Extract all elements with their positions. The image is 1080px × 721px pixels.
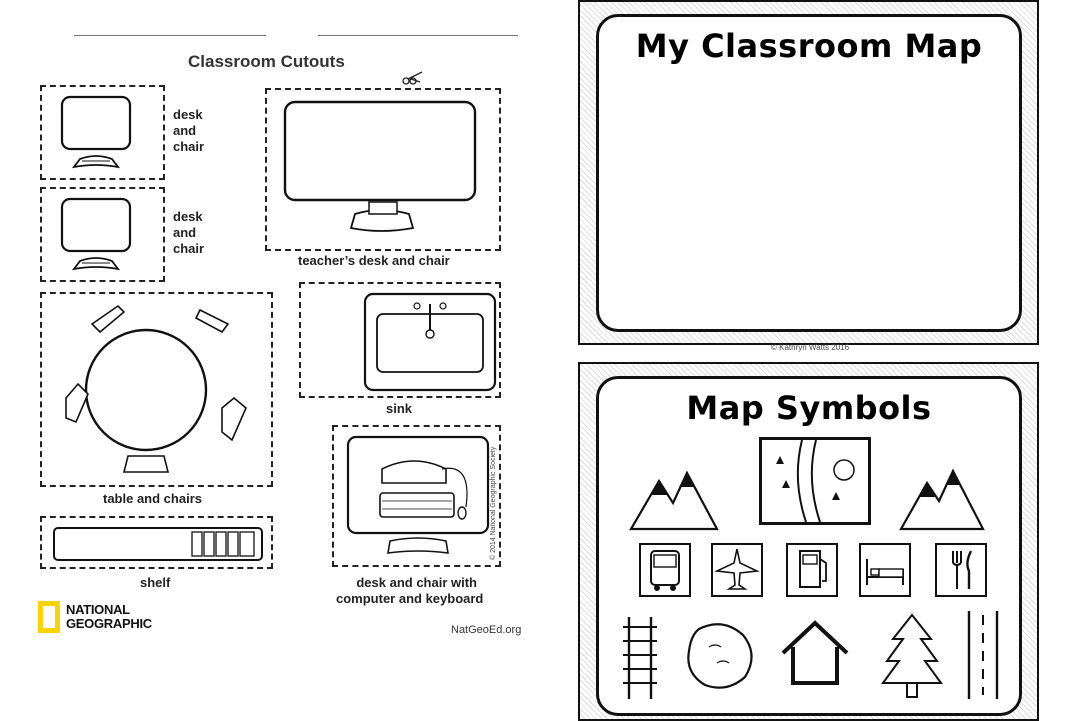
label-line: desk and chair with bbox=[356, 575, 478, 590]
classroom-map-card bbox=[578, 0, 1039, 345]
mountain-icon bbox=[629, 467, 719, 533]
house-icon bbox=[779, 619, 851, 687]
bus-icon bbox=[639, 543, 691, 597]
brand-line: NATIONAL bbox=[66, 602, 130, 617]
mountain-icon bbox=[899, 467, 985, 533]
nat-geo-logo-icon bbox=[38, 601, 60, 633]
airplane-drawing bbox=[713, 545, 761, 595]
airplane-icon bbox=[711, 543, 763, 597]
map-symbols-title: Map Symbols bbox=[686, 389, 932, 427]
label-line: chair bbox=[173, 139, 205, 154]
road-icon bbox=[963, 609, 1003, 701]
railroad-icon bbox=[617, 615, 663, 701]
label-line: desk bbox=[173, 107, 203, 122]
map-symbols-card bbox=[578, 362, 1039, 721]
side-copyright: © 2014 National Geographic Society bbox=[490, 446, 497, 560]
label-line: computer and keyboard bbox=[336, 591, 484, 606]
cutout-computer-desk bbox=[332, 425, 501, 567]
teacher-desk-label: teacher’s desk and chair bbox=[298, 253, 450, 268]
classroom-map-title: My Classroom Map bbox=[635, 27, 983, 65]
computer-desk-drawing bbox=[342, 433, 494, 563]
cutout-table-chairs bbox=[40, 292, 273, 487]
teacher-desk-drawing bbox=[277, 96, 493, 244]
gas-pump-drawing bbox=[788, 545, 836, 595]
sink-label: sink bbox=[386, 401, 413, 416]
fork-knife-drawing bbox=[937, 545, 985, 595]
desk-chair-2-label bbox=[173, 209, 204, 257]
fork-knife-icon bbox=[935, 543, 987, 597]
date-line bbox=[318, 35, 518, 36]
cutout-sink bbox=[299, 282, 501, 398]
desk-chair-1-label bbox=[173, 107, 204, 155]
computer-desk-label bbox=[336, 575, 484, 607]
worksheet-title: Classroom Cutouts bbox=[188, 52, 345, 71]
label-line: chair bbox=[173, 241, 205, 256]
map-copyright: © Kathryn Watts 2016 bbox=[771, 343, 850, 352]
table-chairs-label: table and chairs bbox=[103, 491, 202, 506]
cutout-teacher-desk bbox=[265, 88, 501, 251]
table-chairs-drawing bbox=[52, 298, 266, 484]
desk-chair-drawing bbox=[50, 93, 160, 175]
label-line: and bbox=[173, 225, 197, 240]
sink-drawing bbox=[361, 290, 501, 390]
brand-line: GEOGRAPHIC bbox=[66, 616, 152, 631]
cutout-desk-chair-2 bbox=[40, 187, 165, 282]
map-drawing bbox=[762, 440, 868, 522]
symbols-area bbox=[596, 376, 1022, 716]
desk-chair-drawing bbox=[50, 195, 160, 277]
shelf-label: shelf bbox=[140, 575, 171, 590]
map-drawing-area bbox=[596, 14, 1022, 332]
cutout-shelf bbox=[40, 516, 273, 569]
label-line: desk bbox=[173, 209, 203, 224]
name-line bbox=[74, 35, 266, 36]
map-icon bbox=[759, 437, 871, 525]
lake-icon bbox=[683, 621, 757, 693]
tree-icon bbox=[879, 613, 945, 701]
shelf-drawing bbox=[52, 526, 264, 562]
label-line: and bbox=[173, 123, 197, 138]
gas-pump-icon bbox=[786, 543, 838, 597]
site-url: NatGeoEd.org bbox=[451, 624, 522, 636]
bus-drawing bbox=[641, 545, 689, 595]
cutout-desk-chair-1 bbox=[40, 85, 165, 180]
bed-drawing bbox=[861, 545, 909, 595]
bed-icon bbox=[859, 543, 911, 597]
scissors-icon bbox=[402, 70, 424, 86]
brand-name bbox=[66, 603, 152, 631]
